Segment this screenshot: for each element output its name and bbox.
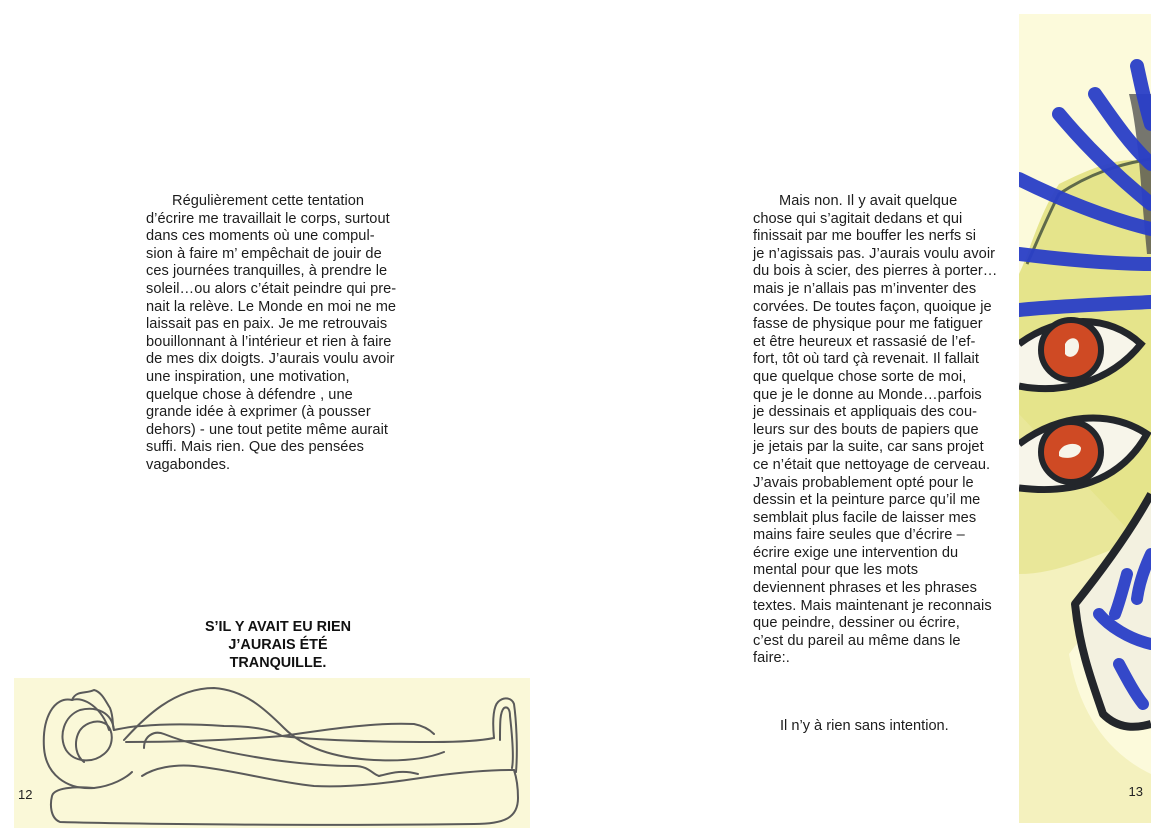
text-line: mais je n’allais pas m’inventer des: [753, 280, 977, 297]
text-line: nait la relève. Le Monde en moi ne me: [146, 298, 397, 315]
left-page-paragraph: [146, 193, 421, 475]
text-line: une inspiration, une motivation,: [146, 368, 350, 385]
headline-line: S’IL Y AVAIT EU RIEN: [204, 619, 352, 635]
page-number-left: 12: [18, 787, 33, 802]
text-line: Mais non. Il y avait quelque: [779, 193, 958, 209]
text-line: faire:.: [753, 650, 790, 667]
text-line: c’est du pareil au même dans le: [753, 632, 961, 649]
text-line: vagabondes.: [146, 456, 231, 473]
text-line: deviennent phrases et les phrases: [753, 580, 977, 597]
text-line: soleil…ou alors c’était peindre qui pre-: [146, 280, 397, 297]
right-page-paragraph: [753, 193, 1018, 668]
text-line: dehors) - une tout petite même aurait: [146, 421, 388, 438]
text-line: écrire exige une intervention du: [753, 544, 959, 561]
text-line: de mes dix doigts. J’aurais voulu avoir: [146, 351, 395, 368]
text-line: mains faire seules que d’écrire –: [753, 527, 965, 544]
text-line: fasse de physique pour me fatiguer: [753, 316, 983, 333]
text-line: que quelque chose sorte de moi,: [753, 368, 967, 385]
text-line: ces journées tranquilles, à prendre le: [146, 263, 388, 280]
reclining-figure-drawing: [14, 678, 530, 828]
text-line: je dessinais et appliquais des cou-: [753, 404, 978, 421]
text-line: du bois à scier, des pierres à porter…: [753, 263, 998, 280]
text-line: et être heureux et rassasié de l’ef-: [753, 333, 976, 350]
painted-face-strip: [1019, 14, 1151, 823]
text-line: dans ces moments où une compul-: [146, 228, 375, 245]
left-page: [0, 0, 580, 840]
text-line: semblait plus facile de laisser mes: [753, 509, 977, 526]
text-line: leurs sur des bouts de papiers que: [753, 421, 979, 438]
text-line: ce n’était que nettoyage de cerveau.: [753, 456, 991, 473]
text-line: laissait pas en paix. Je me retrouvais: [146, 316, 388, 333]
text-line: corvées. De toutes façon, quoique je: [753, 298, 992, 315]
text-line: que je le donne au Monde…parfois: [753, 386, 982, 403]
text-line: d’écrire me travaillait le corps, surtout: [146, 210, 390, 227]
painted-face-illustration: [1019, 14, 1151, 823]
text-line: je jetais par la suite, car sans projet: [753, 439, 984, 456]
text-line: grande idée à exprimer (à pousser: [146, 404, 371, 421]
text-line: je n’agissais pas. J’aurais voulu avoir: [753, 245, 996, 262]
text-line: Régulièrement cette tentation: [172, 193, 365, 209]
text-line: chose qui s’agitait dedans et qui: [753, 210, 963, 227]
text-line: finissait par me bouffer les nerfs si: [753, 228, 977, 245]
text-line: sion à faire m’ empêchait de jouir de: [146, 245, 382, 262]
headline-line: J’AURAIS ÉTÉ: [228, 637, 328, 653]
text-line: bouillonnant à l’intérieur et rien à faire: [146, 333, 392, 350]
right-page: [580, 0, 1163, 840]
text-line: suffi. Mais rien. Que des pensées: [146, 439, 364, 456]
text-line: dessin et la peinture parce qu’il me: [753, 492, 981, 509]
text-line: textes. Mais maintenant je reconnais: [753, 597, 992, 614]
page-number-right: 13: [1128, 784, 1143, 799]
text-line: mental pour que les mots: [753, 562, 919, 579]
closing-line: Il n’y à rien sans intention.: [780, 718, 949, 734]
text-line: quelque chose à défendre , une: [146, 386, 353, 403]
text-line: que peindre, dessiner ou écrire,: [753, 615, 960, 632]
pull-quote-headline: [178, 618, 378, 672]
text-line: fort, tôt où tard çà revenait. Il fallait: [753, 351, 979, 368]
reclining-figure-illustration: [14, 678, 530, 828]
text-line: J’avais probablement opté pour le: [753, 474, 974, 491]
headline-line: TRANQUILLE.: [229, 655, 327, 671]
